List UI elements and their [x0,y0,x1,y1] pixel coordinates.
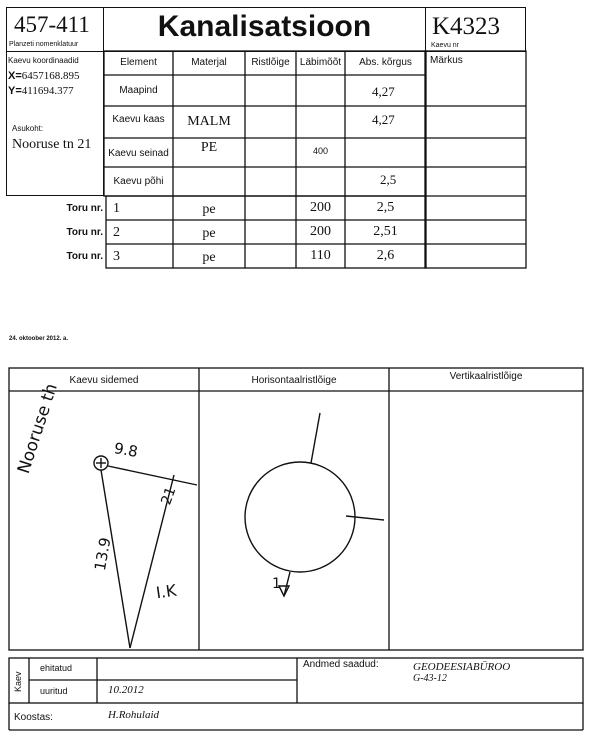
y-value: 411694.377 [21,85,74,97]
row-element: Maapind [119,85,158,96]
pipe-diameter: 200 [310,224,331,239]
data-source: GEODEESIABÜROO [413,661,511,673]
panel-title-vertical: Vertikaalristlõige [449,371,523,382]
surveyed-label: uuritud [40,686,68,696]
address: Nooruse tn 21 [12,137,92,152]
surveyed-date: 10.2012 [108,684,144,696]
sheet-code: 457-411 [14,12,90,37]
col-header-element: Element [120,57,157,68]
street-name: Nooruse th [14,381,62,477]
pipe-label: Toru nr. [66,251,103,262]
row-material: MALM [187,114,231,129]
pipe-height: 2,5 [376,200,395,215]
col-header-height: Abs. kõrgus [359,57,412,68]
pipe-label: Toru nr. [66,203,103,214]
panel-title-connections: Kaevu sidemed [69,375,139,386]
coords-label: Kaevu koordinaadid [8,56,79,65]
address-label: Asukoht: [12,124,44,133]
row-height: 4,27 [372,112,395,127]
pipe-height: 2,6 [376,248,395,263]
pipe-material: pe [202,250,216,265]
sheet-label: Planzeti nomenklatuur [9,41,79,48]
pipe-material: pe [202,202,216,217]
survey-date: 24. oktoober 2012. a. [9,336,69,342]
pipe-nr: 2 [113,225,120,240]
x-prefix: X= [8,70,22,82]
compiled-by: H.Rohulaid [108,709,160,721]
pipe-nr: 3 [113,249,120,264]
pipe-diameter: 110 [310,248,331,263]
well-id: K4323 [432,13,501,40]
row-element: Kaevu seinad [108,148,169,159]
col-header-section: Ristlõige [251,57,290,68]
pipe-diameter: 200 [310,200,331,215]
col-header-material: Materjal [191,57,227,68]
pipe-height: 2,51 [373,224,398,239]
col-header-remarks: Märkus [430,55,463,66]
data-source-label: Andmed saadud: [303,659,379,670]
row-diameter: 400 [312,146,329,156]
panel-title-horizontal: Horisontaalristlõige [251,375,337,386]
well-mark: I.K [154,580,178,603]
page-title: Kanalisatsioon [157,10,372,43]
well-label: Kaevu nr [431,42,460,49]
built-label: ehitatud [40,663,73,673]
row-height: 2,5 [380,172,397,187]
distance-label: 9.8 [112,439,140,461]
row-element: Kaevu põhi [113,176,164,187]
col-header-diameter: Läbimõõt [299,57,342,68]
x-value: 6457168.895 [21,70,80,82]
row-height: 4,27 [372,84,395,99]
distance-label: 13.9 [90,535,115,573]
pipe-mark: 1 [272,576,281,592]
data-source-code: G-43-12 [413,673,447,684]
pipe-nr: 1 [113,201,120,216]
compiled-label: Koostas: [14,712,53,723]
row-material: PE [200,140,218,155]
well-section-label: Kaev [13,671,23,692]
distance-label: 21 [158,484,180,508]
pipe-label: Toru nr. [66,227,103,238]
y-prefix: Y= [8,85,22,97]
row-element: Kaevu kaas [112,114,165,125]
pipe-material: pe [202,226,216,241]
